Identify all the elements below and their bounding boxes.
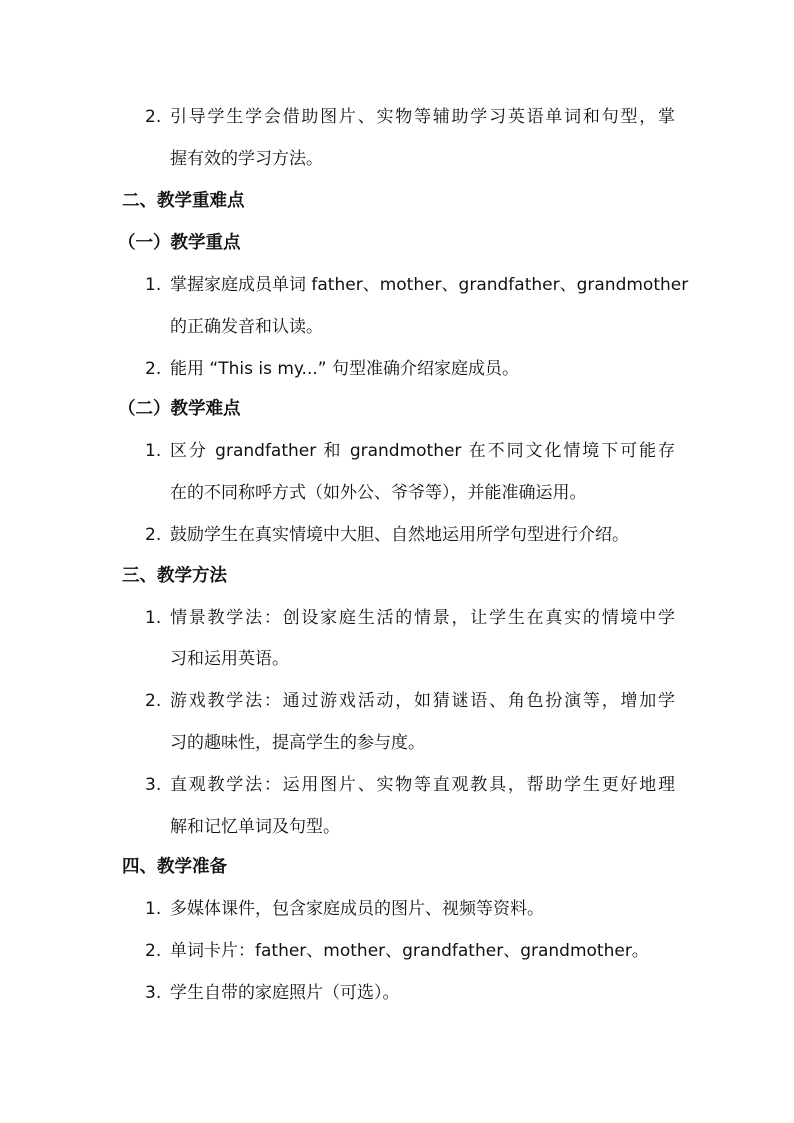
subsection-heading: （一）教学重点 <box>118 233 241 253</box>
item-number: 2. <box>145 525 162 545</box>
item-number: 1. <box>145 441 162 461</box>
item-text: 掌握家庭成员单词 father、mother、grandfather、grandmother <box>170 275 689 295</box>
item-text: 直观教学法：运用图片、实物等直观教具，帮助学生更好地理 <box>170 775 675 795</box>
item-text: 区分 grandfather 和 grandmother 在不同文化情境下可能存 <box>170 441 675 461</box>
item-continuation: 习和运用英语。 <box>170 649 289 669</box>
section-heading: 四、教学准备 <box>122 857 227 877</box>
item-number: 2. <box>145 941 162 961</box>
item-continuation: 解和记忆单词及句型。 <box>170 817 340 837</box>
item-number: 2. <box>145 691 162 711</box>
item-number: 1. <box>145 608 162 628</box>
item-number: 2. <box>145 107 162 127</box>
section-heading: 二、教学重难点 <box>122 191 245 211</box>
item-text: 鼓励学生在真实情境中大胆、自然地运用所学句型进行介绍。 <box>170 525 629 545</box>
section-heading: 三、教学方法 <box>122 566 227 586</box>
subsection-heading: （二）教学难点 <box>118 399 241 419</box>
item-text: 情景教学法：创设家庭生活的情景，让学生在真实的情境中学 <box>170 608 675 628</box>
item-number: 1. <box>145 899 162 919</box>
item-continuation: 的正确发音和认读。 <box>170 317 323 337</box>
item-text: 游戏教学法：通过游戏活动，如猜谜语、角色扮演等，增加学 <box>170 691 675 711</box>
item-number: 2. <box>145 359 162 379</box>
item-text: 多媒体课件，包含家庭成员的图片、视频等资料。 <box>170 899 544 919</box>
item-continuation: 习的趣味性，提高学生的参与度。 <box>170 733 425 753</box>
item-text: 学生自带的家庭照片（可选）。 <box>170 983 400 1003</box>
item-continuation: 在的不同称呼方式（如外公、爷爷等），并能准确运用。 <box>170 483 587 503</box>
item-text: 能用 “This is my...” 句型准确介绍家庭成员。 <box>170 359 519 379</box>
item-number: 1. <box>145 275 162 295</box>
item-continuation: 握有效的学习方法。 <box>170 149 323 169</box>
item-text: 单词卡片：father、mother、grandfather、grandmother。 <box>170 941 649 961</box>
item-text: 引导学生学会借助图片、实物等辅助学习英语单词和句型，掌 <box>170 107 675 127</box>
item-number: 3. <box>145 983 162 1003</box>
item-number: 3. <box>145 775 162 795</box>
